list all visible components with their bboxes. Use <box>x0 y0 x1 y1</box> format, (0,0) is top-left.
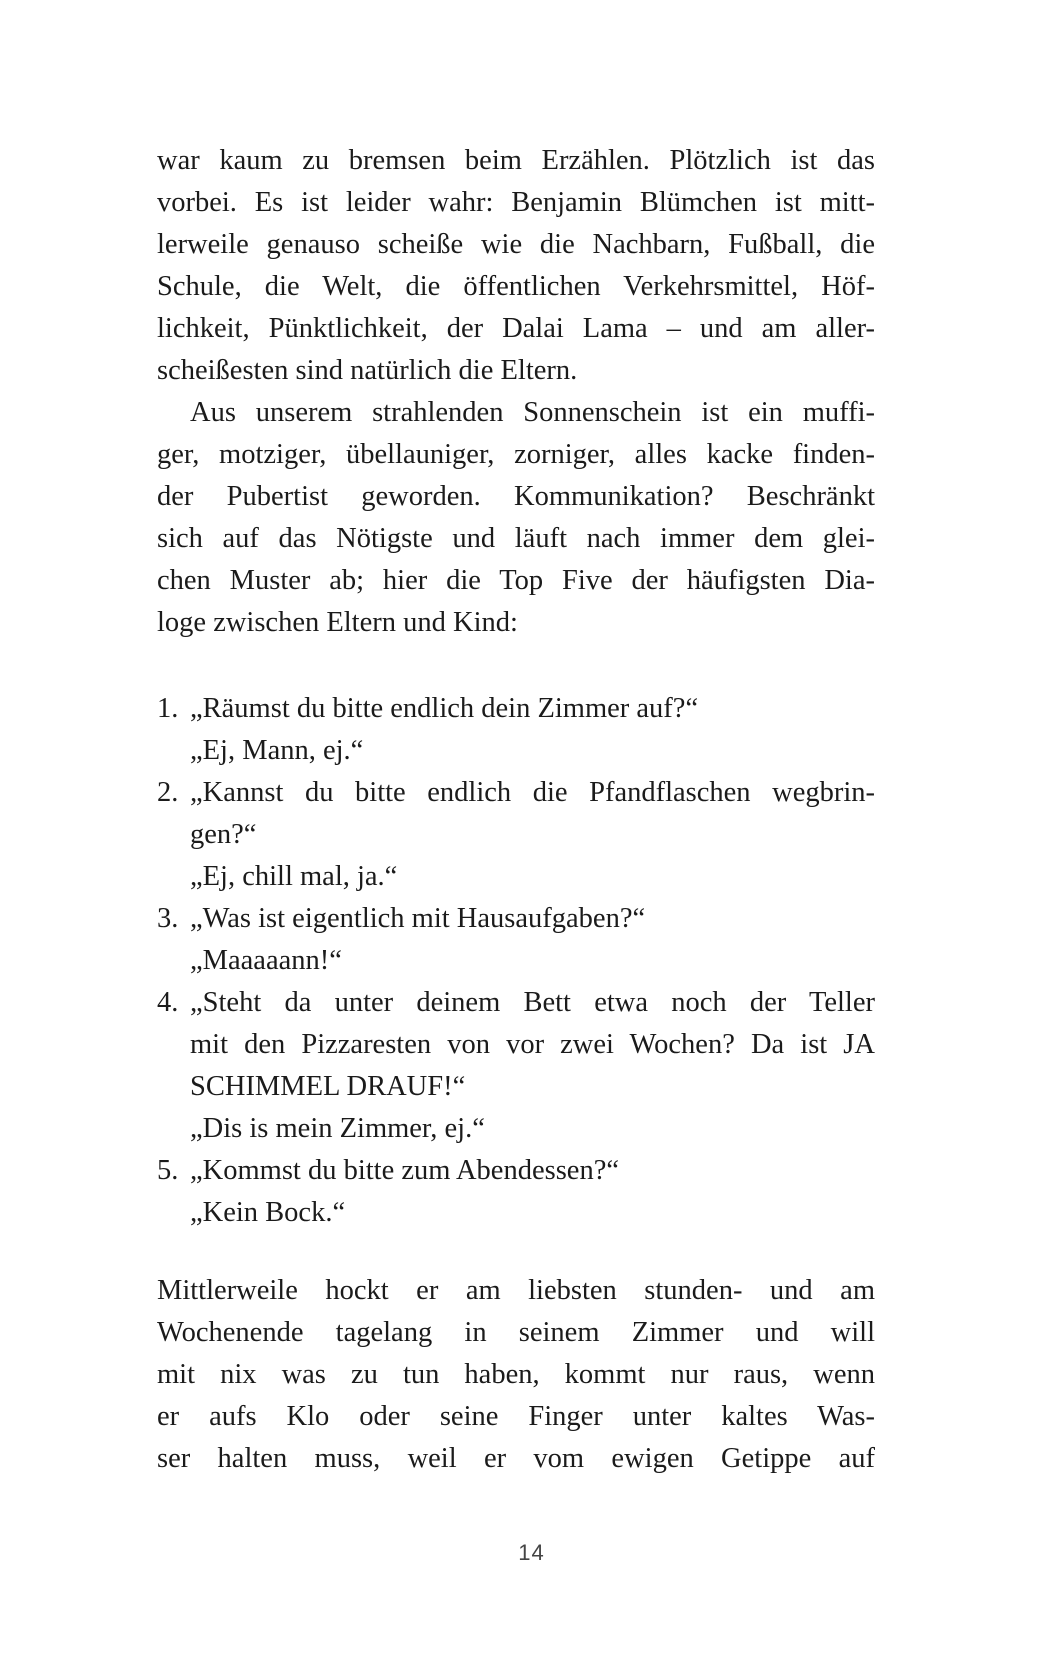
text-line: mit nix was zu tun haben, kommt nur raus, wenn <box>157 1359 875 1390</box>
list-item <box>157 688 875 772</box>
text-line: ger, motziger, übellauniger, zorniger, alles kacke finden- <box>157 439 875 470</box>
dialogue-line: SCHIMMEL DRAUF!“ <box>190 1071 466 1102</box>
text-line: loge zwischen Eltern und Kind: <box>157 607 518 638</box>
dialogue-line: „Dis is mein Zimmer, ej.“ <box>190 1113 485 1144</box>
list-number: 2. <box>157 777 179 808</box>
text-line: vorbei. Es ist leider wahr: Benjamin Blümchen ist mitt- <box>157 187 875 218</box>
text-line: er aufs Klo oder seine Finger unter kaltes Was- <box>157 1401 875 1432</box>
text-line: lerweile genauso scheiße wie die Nachbarn, Fußball, die <box>157 229 875 260</box>
dialogue-list <box>157 688 875 1234</box>
page-number: 14 <box>518 1540 545 1565</box>
text-line: scheißesten sind natürlich die Eltern. <box>157 355 578 386</box>
dialogue-line: mit den Pizzaresten von vor zwei Wochen? Da ist JA <box>190 1029 875 1060</box>
text-line: lichkeit, Pünktlichkeit, der Dalai Lama – und am aller- <box>157 313 875 344</box>
list-item <box>157 898 875 982</box>
dialogue-line: „Räumst du bitte endlich dein Zimmer auf?“ <box>190 693 699 724</box>
list-number: 1. <box>157 693 179 724</box>
dialogue-line: „Maaaaann!“ <box>190 945 342 976</box>
dialogue-line: „Ej, chill mal, ja.“ <box>190 861 398 892</box>
text-line: Wochenende tagelang in seinem Zimmer und will <box>157 1317 875 1348</box>
text-line: chen Muster ab; hier die Top Five der häufigsten Dia- <box>157 565 875 596</box>
dialogue-line: „Steht da unter deinem Bett etwa noch der Teller <box>190 987 875 1018</box>
text-line: Schule, die Welt, die öffentlichen Verkehrsmittel, Höf- <box>157 271 875 302</box>
paragraph-3 <box>157 1270 875 1480</box>
list-number: 5. <box>157 1155 179 1186</box>
text-line: der Pubertist geworden. Kommunikation? Beschränkt <box>157 481 875 512</box>
paragraph-2 <box>157 392 875 644</box>
dialogue-line: „Was ist eigentlich mit Hausaufgaben?“ <box>190 903 646 934</box>
paragraph-1 <box>157 140 875 392</box>
list-number: 3. <box>157 903 179 934</box>
list-item <box>157 982 875 1150</box>
list-item <box>157 1150 875 1234</box>
dialogue-line: „Kein Bock.“ <box>190 1197 346 1228</box>
list-number: 4. <box>157 987 179 1018</box>
text-line: Aus unserem strahlenden Sonnenschein ist ein muffi- <box>190 397 875 428</box>
dialogue-line: „Kommst du bitte zum Abendessen?“ <box>190 1155 619 1186</box>
text-line: Mittlerweile hockt er am liebsten stunden- und am <box>157 1275 875 1306</box>
text-line: ser halten muss, weil er vom ewigen Getippe auf <box>157 1443 875 1474</box>
dialogue-line: „Kannst du bitte endlich die Pfandflaschen wegbrin- <box>190 777 875 808</box>
text-line: war kaum zu bremsen beim Erzählen. Plötzlich ist das <box>157 145 875 176</box>
dialogue-line: gen?“ <box>190 819 257 850</box>
list-item <box>157 772 875 898</box>
dialogue-line: „Ej, Mann, ej.“ <box>190 735 364 766</box>
text-line: sich auf das Nötigste und läuft nach immer dem glei- <box>157 523 875 554</box>
